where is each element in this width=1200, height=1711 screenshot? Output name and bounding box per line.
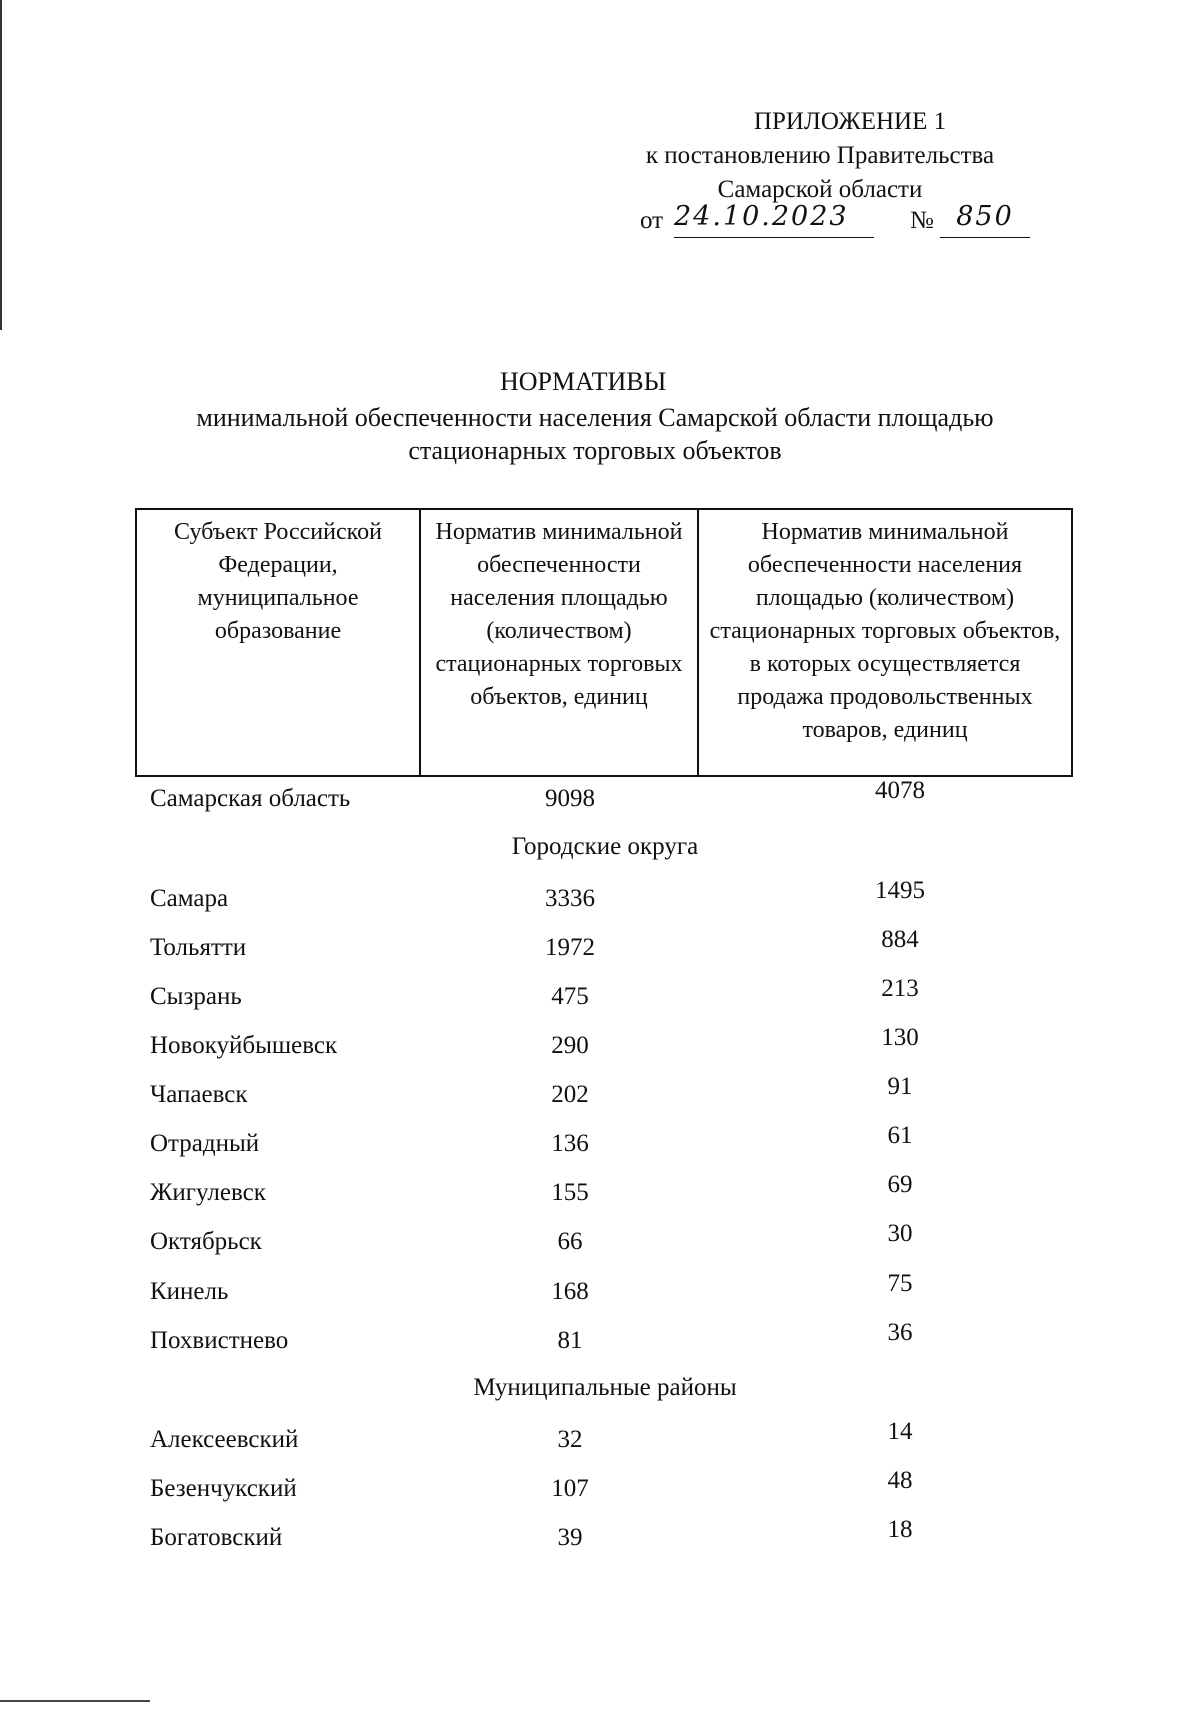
section-title: Городские округа (511, 833, 699, 860)
row-value-food: 4078 (875, 777, 925, 804)
header-cell-norm-food: Норматив минимальной обеспеченности населения площадью (количеством) стационарных торговых объектов, в которых осуществляется продажа продовольственных товаров, единиц (698, 509, 1072, 776)
appendix-line-3: Самарской области (717, 176, 923, 203)
date-prefix: от (640, 207, 664, 234)
row-value-total: 136 (551, 1130, 589, 1157)
row-name: Безенчукский (150, 1475, 297, 1502)
table-row (0, 1024, 1200, 1066)
table-header (135, 508, 1073, 777)
header-cell-norm-total: Норматив минимальной обеспеченности населения площадью (количеством) стационарных торговых объектов, единиц (420, 509, 698, 776)
row-name: Самара (150, 885, 229, 912)
row-value-food: 69 (887, 1171, 913, 1198)
header-cell-subject: Субъект Российской Федерации, муниципальное образование (136, 509, 420, 776)
row-name: Жигулевск (150, 1179, 266, 1206)
section-title: Муниципальные районы (473, 1374, 737, 1401)
row-value-food: 75 (887, 1270, 913, 1297)
appendix-date-line (640, 201, 1040, 241)
scan-left-border (0, 0, 2, 330)
scan-bottom-rule (0, 1700, 150, 1702)
row-value-total: 81 (557, 1327, 583, 1354)
appendix-line-2: к постановлению Правительства (645, 142, 995, 169)
handwritten-number: 850 (940, 201, 1030, 238)
row-value-total: 66 (557, 1228, 583, 1255)
row-value-food: 1495 (875, 877, 925, 904)
row-name: Сызрань (150, 983, 242, 1010)
row-name: Похвистнево (150, 1327, 289, 1354)
row-value-total: 290 (551, 1032, 589, 1059)
handwritten-date: 24.10.2023 (674, 201, 874, 238)
row-value-total: 202 (551, 1081, 589, 1108)
table-row (0, 1418, 1200, 1460)
appendix-block (610, 105, 1030, 207)
title-line-3: стационарных торговых объектов (408, 436, 782, 465)
row-value-total: 39 (557, 1524, 583, 1551)
row-value-food: 48 (887, 1467, 913, 1494)
row-value-total: 155 (551, 1179, 589, 1206)
row-name: Чапаевск (150, 1081, 248, 1108)
row-value-total: 1972 (545, 934, 595, 961)
row-value-food: 18 (887, 1516, 913, 1543)
appendix-label: ПРИЛОЖЕНИЕ 1 (753, 108, 947, 135)
row-name: Новокуйбышевск (150, 1032, 338, 1059)
row-name: Кинель (150, 1278, 229, 1305)
table-row (0, 877, 1200, 919)
table-row (0, 1319, 1200, 1361)
row-name: Богатовский (150, 1524, 283, 1551)
table-row (0, 1270, 1200, 1312)
row-name: Тольятти (150, 934, 247, 961)
title-heading: НОРМАТИВЫ (500, 367, 667, 396)
row-value-food: 61 (887, 1122, 913, 1149)
number-label: № (910, 207, 934, 234)
table-row (0, 1220, 1200, 1262)
row-value-food: 213 (881, 975, 919, 1002)
row-value-total: 168 (551, 1278, 589, 1305)
row-value-total: 107 (551, 1475, 589, 1502)
table-row (0, 1516, 1200, 1558)
row-value-food: 30 (887, 1220, 913, 1247)
table-row (0, 1171, 1200, 1213)
row-value-food: 14 (887, 1418, 913, 1445)
table-row-total (0, 777, 1200, 819)
table-row (0, 975, 1200, 1017)
row-value-total: 32 (557, 1426, 583, 1453)
table-row (0, 1467, 1200, 1509)
row-value-food: 91 (887, 1073, 913, 1100)
table-row (0, 926, 1200, 968)
row-value-total: 475 (551, 983, 589, 1010)
row-name: Самарская область (150, 785, 351, 812)
title-line-2: минимальной обеспеченности населения Самарской области площадью (196, 403, 994, 432)
row-name: Алексеевский (150, 1426, 299, 1453)
row-value-total: 9098 (545, 785, 595, 812)
row-name: Отрадный (150, 1130, 260, 1157)
table-row (0, 1122, 1200, 1164)
row-value-food: 130 (881, 1024, 919, 1051)
row-value-food: 36 (887, 1319, 913, 1346)
row-value-food: 884 (881, 926, 919, 953)
table-row (0, 1073, 1200, 1115)
row-value-total: 3336 (545, 885, 595, 912)
row-name: Октябрьск (150, 1228, 262, 1255)
